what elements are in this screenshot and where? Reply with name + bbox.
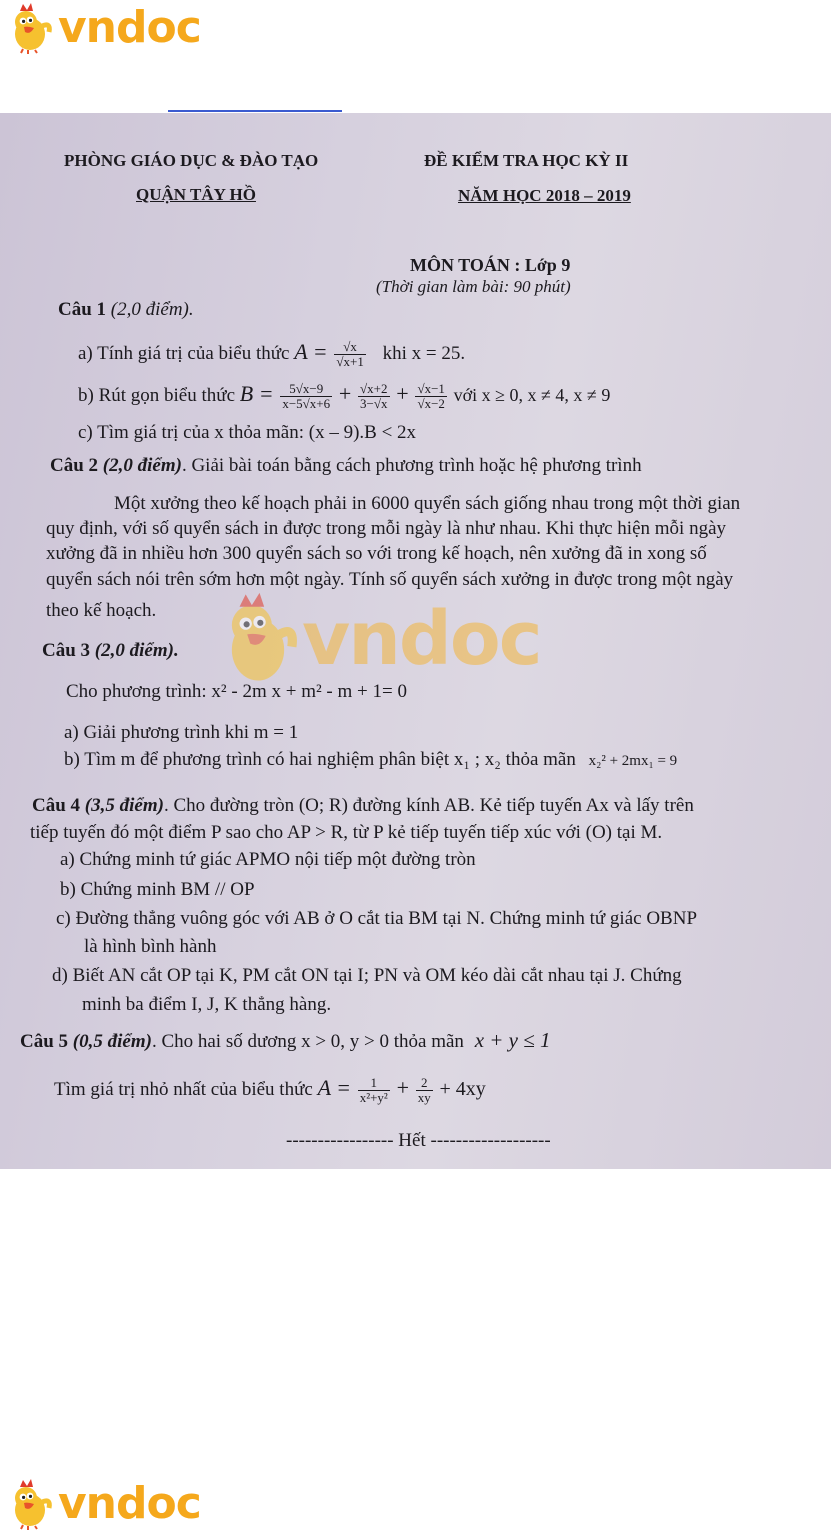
watermark-wordmark: vndoc bbox=[302, 596, 541, 682]
end-marker: ----------------- Hết ------------------- bbox=[286, 1130, 551, 1151]
q1-part-c: c) Tìm giá trị của x thỏa mãn: (x – 9).B < 2x bbox=[78, 422, 417, 443]
q5-text: Tìm giá trị nhỏ nhất của biểu thức bbox=[54, 1079, 313, 1100]
q1a-condition: khi x = 25. bbox=[382, 343, 466, 364]
q3b-text: b) Tìm m để phương trình có hai nghiệm phân biệt x₁ ; x₂ thỏa mãn bbox=[64, 749, 576, 770]
frac-num: 5√x−9 bbox=[280, 382, 332, 397]
vndoc-watermark bbox=[218, 591, 541, 687]
vndoc-logo-footer bbox=[4, 1478, 201, 1530]
plus-sign: + bbox=[396, 381, 409, 406]
chick-mascot-icon bbox=[4, 1478, 56, 1530]
q4-part-c-2: là hình bình hành bbox=[84, 936, 217, 957]
q5-intro: . Cho hai số dương x > 0, y > 0 thỏa mãn bbox=[151, 1031, 464, 1052]
q4-part-a: a) Chứng minh tứ giác APMO nội tiếp một đường tròn bbox=[60, 849, 476, 870]
q1-part-a bbox=[78, 339, 465, 369]
q2-line-1: Một xưởng theo kế hoạch phải in 6000 quyển sách giống nhau trong một thời gian bbox=[114, 493, 741, 514]
q5-fraction-1 bbox=[358, 1076, 390, 1106]
q2-line-5: theo kế hoạch. bbox=[46, 600, 157, 621]
frac-num: 1 bbox=[358, 1076, 390, 1091]
q1b-fraction-1 bbox=[280, 382, 332, 412]
q1-part-b bbox=[78, 381, 610, 411]
q2-line-4: quyển sách nói trên sớm hơn một ngày. Tính số quyển sách xưởng in được trong một ngày bbox=[46, 569, 734, 590]
q4-part-d-1: d) Biết AN cắt OP tại K, PM cắt ON tại I; PN và OM kéo dài cắt nhau tại J. Chứng bbox=[52, 965, 682, 986]
q3-part-b bbox=[64, 749, 677, 771]
q4-label: Câu 4 bbox=[32, 795, 81, 816]
q4-part-c-1: c) Đường thẳng vuông góc với AB ở O cắt tia BM tại N. Chứng minh tứ giác OBNP bbox=[56, 908, 698, 929]
frac-num: 2 bbox=[416, 1076, 433, 1091]
frac-den: 3−√x bbox=[360, 396, 388, 412]
q3-heading bbox=[42, 640, 179, 662]
q1a-text: a) Tính giá trị của biểu thức bbox=[78, 343, 290, 364]
q3-equation: Cho phương trình: x² - 2m x + m² - m + 1= 0 bbox=[66, 681, 407, 702]
exam-title: ĐỀ KIỂM TRA HỌC KỲ II bbox=[424, 151, 629, 170]
q5-tail: + 4xy bbox=[439, 1078, 486, 1100]
q4-score: (3,5 điểm) bbox=[84, 795, 164, 816]
frac-num: √x bbox=[334, 340, 365, 355]
q4-heading bbox=[32, 795, 694, 817]
q5-condition: x + y ≤ 1 bbox=[474, 1028, 551, 1052]
q4-part-b: b) Chứng minh BM // OP bbox=[60, 879, 255, 900]
frac-den: x²+y² bbox=[359, 1090, 388, 1106]
q5-score: (0,5 điểm) bbox=[72, 1031, 152, 1052]
header-link-underline bbox=[168, 110, 342, 112]
frac-den: x−5√x+6 bbox=[282, 396, 331, 412]
q1-label: Câu 1 bbox=[58, 299, 107, 320]
logo-wordmark: vndoc bbox=[58, 1478, 201, 1529]
q3b-condition: x₂² + 2mx₁ = 9 bbox=[588, 753, 678, 769]
q3-score: (2,0 điểm). bbox=[94, 640, 179, 661]
q2-label: Câu 2 bbox=[50, 455, 99, 476]
q3-label: Câu 3 bbox=[42, 640, 91, 661]
q2-score: (2,0 điểm) bbox=[102, 455, 182, 476]
dept-name: PHÒNG GIÁO DỤC & ĐÀO TẠO bbox=[64, 151, 319, 170]
q3-part-a: a) Giải phương trình khi m = 1 bbox=[64, 722, 299, 743]
q4-intro-2: tiếp tuyến đó một điểm P sao cho AP > R, từ P kẻ tiếp tuyến tiếp xúc với (O) tại M. bbox=[30, 822, 663, 843]
q1-heading bbox=[58, 299, 194, 321]
time-limit: (Thời gian làm bài: 90 phút) bbox=[376, 277, 571, 296]
q1a-fraction bbox=[334, 340, 365, 370]
q1b-text: b) Rút gọn biểu thức bbox=[78, 385, 236, 406]
frac-num: √x+2 bbox=[360, 380, 388, 396]
q1b-condition: với x ≥ 0, x ≠ 4, x ≠ 9 bbox=[453, 385, 611, 405]
q2-line-3: xưởng đã in nhiều hơn 300 quyển sách so với trong kế hoạch, nên xưởng đã in xong số bbox=[46, 543, 707, 564]
frac-num: √x−1 bbox=[417, 380, 445, 396]
q4-part-d-2: minh ba điểm I, J, K thẳng hàng. bbox=[82, 994, 332, 1015]
q4-intro: . Cho đường tròn (O; R) đường kính AB. Kẻ tiếp tuyến Ax và lấy trên bbox=[163, 795, 694, 816]
q2-heading bbox=[50, 455, 642, 477]
vndoc-logo bbox=[4, 2, 201, 54]
q5-heading bbox=[20, 1028, 551, 1053]
q5-label: Câu 5 bbox=[20, 1031, 69, 1052]
frac-den: xy bbox=[417, 1090, 431, 1106]
q2-intro: . Giải bài toán bằng cách phương trình hoặc hệ phương trình bbox=[181, 455, 642, 476]
q5-fraction-2 bbox=[416, 1076, 433, 1106]
chick-mascot-icon bbox=[4, 2, 56, 54]
district-name: QUẬN TÂY HỒ bbox=[136, 185, 256, 204]
q5-var: A = bbox=[317, 1075, 351, 1100]
plus-sign: + bbox=[396, 1075, 410, 1100]
plus-sign: + bbox=[338, 381, 352, 406]
school-year: NĂM HỌC 2018 – 2019 bbox=[458, 186, 631, 205]
q5-expression bbox=[54, 1075, 486, 1105]
q1a-var: A = bbox=[294, 339, 328, 364]
q1-score: (2,0 điểm). bbox=[110, 299, 194, 320]
chick-mascot-icon bbox=[218, 591, 298, 687]
logo-wordmark: vndoc bbox=[58, 2, 201, 53]
frac-den: √x+1 bbox=[336, 354, 364, 370]
frac-den: √x−2 bbox=[417, 396, 445, 412]
subject-title: MÔN TOÁN : Lớp 9 bbox=[410, 255, 571, 275]
exam-paper-photo bbox=[0, 113, 831, 1169]
q1b-fraction-3 bbox=[415, 382, 446, 412]
q2-line-2: quy định, với số quyển sách in được trong mỗi ngày là như nhau. Khi thực hiện mỗi ngày bbox=[46, 518, 727, 539]
q1b-var: B = bbox=[239, 381, 274, 406]
q1b-fraction-2 bbox=[358, 382, 389, 412]
